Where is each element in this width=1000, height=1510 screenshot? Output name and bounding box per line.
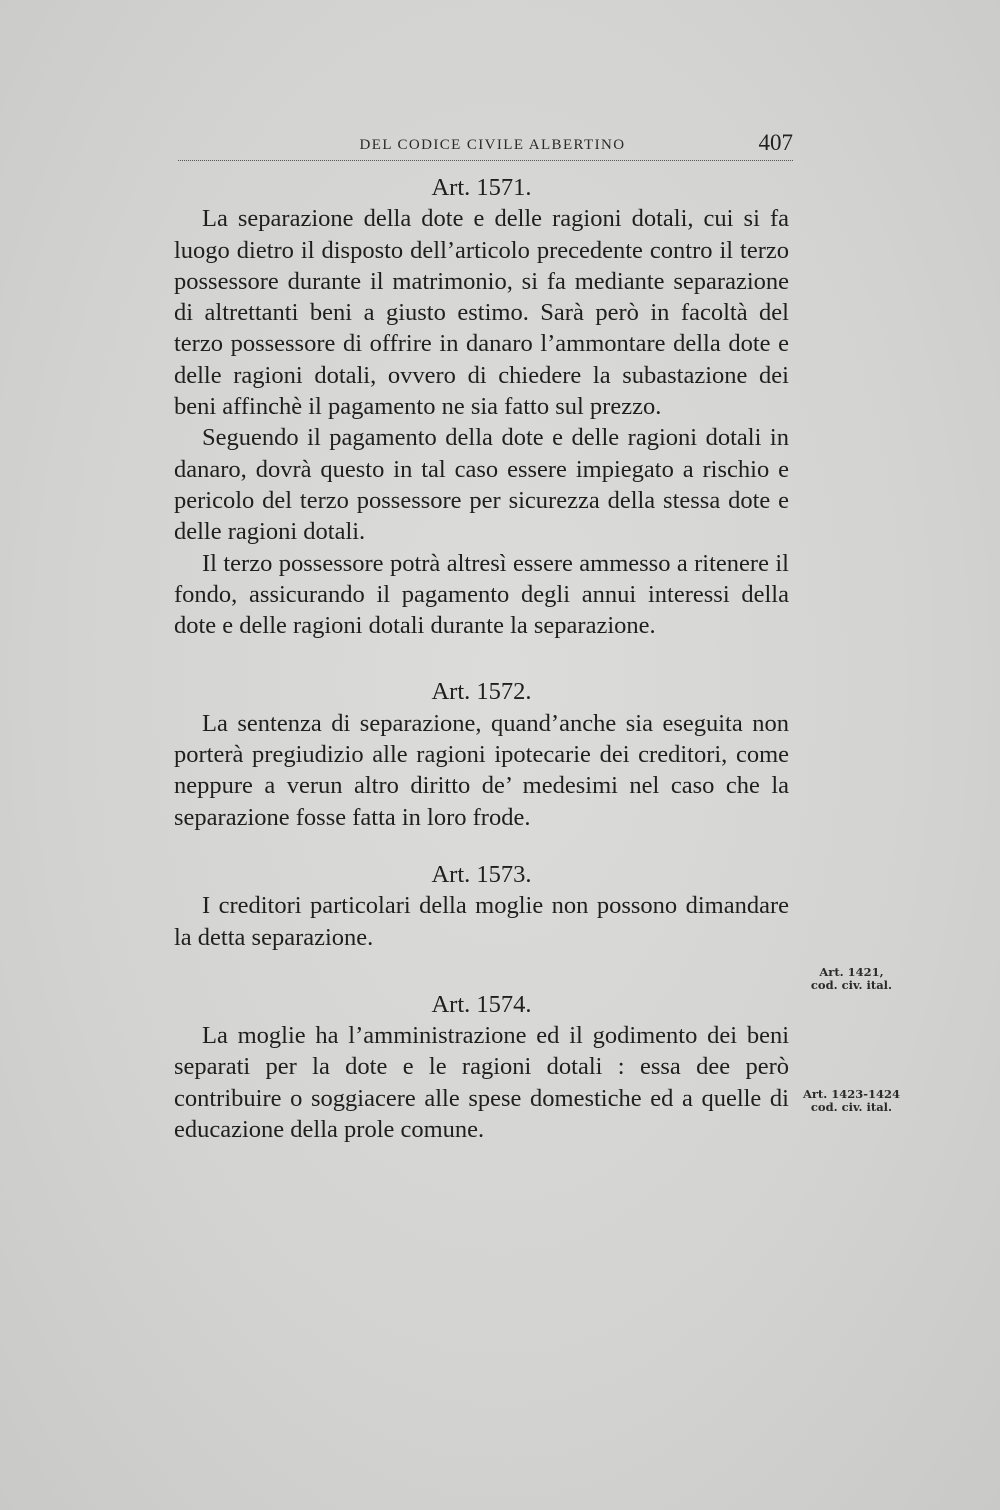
article-heading-1571: Art. 1571. bbox=[431, 174, 532, 201]
article-1571-paragraph-1: La separazione della dote e delle ragioni dotali, cui si fa luogo dietro il disposto dell’articolo precedente contro il terzo possessore durante il matrimonio, si fa mediante separazione di altrettanti beni a giusto estimo. Sarà però in facoltà del terzo possessore di offrire in danaro l’ammontare della dote e delle ragioni dotali, ovvero di chiedere la subastazione dei beni affinchè il pagamento ne sia fatto sul prezzo. bbox=[174, 205, 789, 421]
article-heading-1574: Art. 1574. bbox=[431, 990, 532, 1018]
margin-note-1573-line-1: Art. 1421, bbox=[819, 965, 884, 979]
article-heading-1572: Art. 1572. bbox=[431, 678, 532, 706]
margin-note-1574 bbox=[794, 1088, 909, 1114]
margin-note-1573 bbox=[794, 966, 909, 992]
header-divider bbox=[178, 160, 793, 161]
page-number: 407 bbox=[758, 130, 793, 155]
running-header: DEL CODICE CIVILE ALBERTINO bbox=[359, 137, 626, 153]
spacer bbox=[174, 641, 789, 676]
spacer bbox=[174, 953, 789, 989]
margin-note-1574-line-1: Art. 1423-1424 bbox=[802, 1087, 901, 1101]
article-1571-paragraph-2: Seguendo il pagamento della dote e delle ragioni dotali in danaro, dovrà questo in tal caso essere impiegato a rischio e pericolo del terzo possessore per sicurezza della stessa dote e delle ragioni dotali. bbox=[174, 424, 789, 546]
margin-note-1574-line-2: cod. civ. ital. bbox=[810, 1100, 893, 1114]
article-1573-paragraph-1: I creditori particolari della moglie non possono dimandare la detta separazione. bbox=[174, 892, 789, 951]
body-text bbox=[174, 172, 789, 1145]
article-1574-paragraph-1: La moglie ha l’amministrazione ed il godimento dei beni separati per la dote e le ragioni dotali : essa dee però contribuire o soggiacere alle spese domestiche ed a quelle di educazione della prole comune. bbox=[174, 1022, 789, 1144]
article-heading-1573: Art. 1573. bbox=[431, 860, 532, 888]
article-1572-paragraph-1: La sentenza di separazione, quand’anche sia eseguita non porterà pregiudizio alle ragioni ipotecarie dei creditori, come neppure a verun altro diritto de’ medesimi nel caso che la separazione fosse fatta in loro frode. bbox=[174, 709, 789, 831]
margin-note-1573-line-2: cod. civ. ital. bbox=[810, 978, 893, 992]
spacer bbox=[174, 833, 789, 859]
article-1571-paragraph-3: Il terzo possessore potrà altresì essere ammesso a ritenere il fondo, assicurando il pagamento degli annui interessi della dote e delle ragioni dotali durante la separazione. bbox=[174, 549, 789, 640]
